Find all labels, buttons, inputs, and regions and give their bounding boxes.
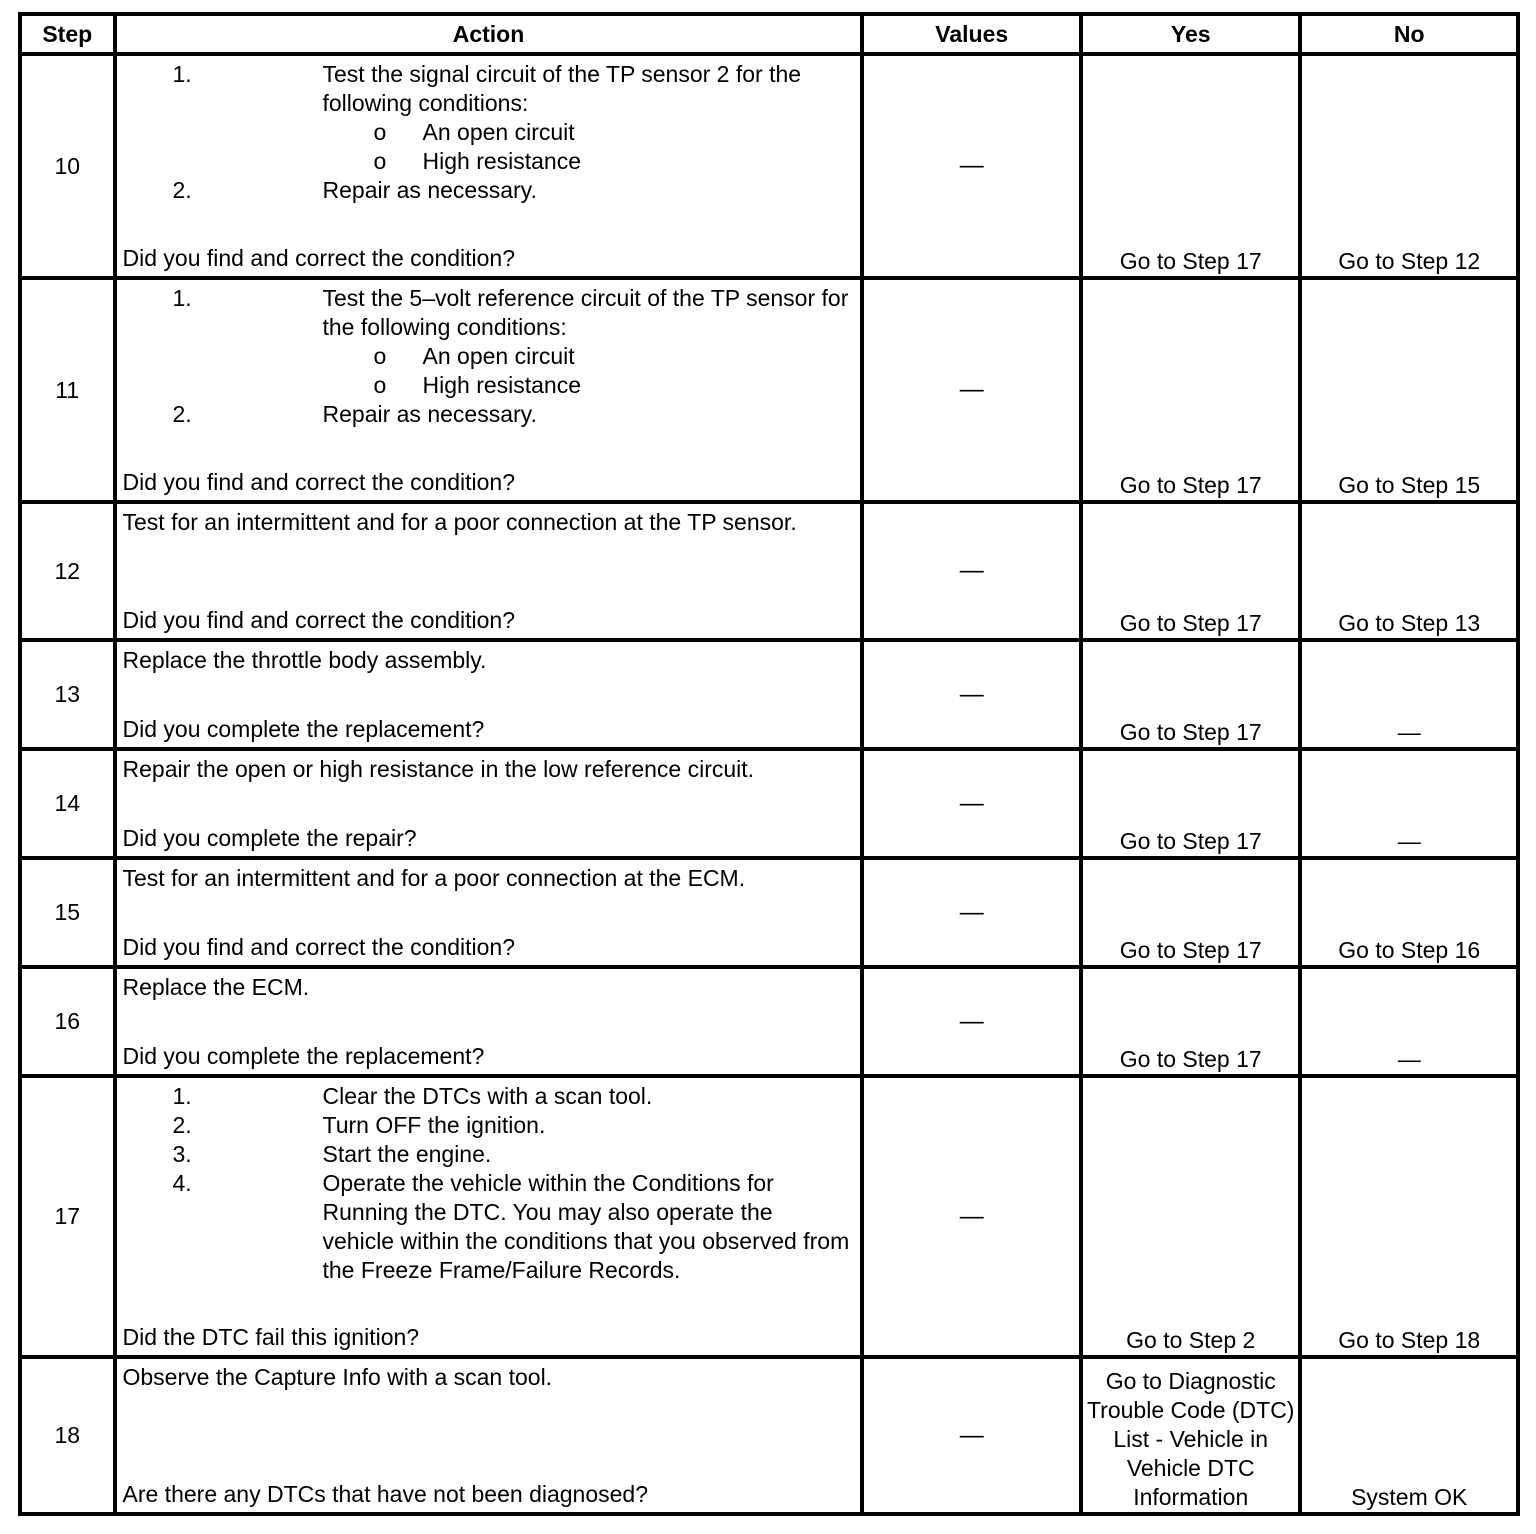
yes-cell: Go to Step 17 [1081,54,1301,278]
action-step [117,1111,851,1140]
values-cell: — [862,54,1081,278]
step-number: 17 [20,1076,115,1357]
action-question: Did you complete the repair? [122,825,417,851]
header-step: Step [20,14,115,54]
header-yes: Yes [1081,14,1301,54]
action-cell [115,502,863,640]
table-row [20,278,1518,502]
action-question: Did the DTC fail this ignition? [122,1324,420,1350]
step-number: 18 [20,1357,115,1514]
step-item-number: 2. [172,177,192,203]
action-step [117,1140,851,1169]
step-number: 10 [20,54,115,278]
action-content [117,860,861,965]
action-content [117,1359,861,1512]
action-step [117,1169,851,1285]
table-row [20,502,1518,640]
action-content [117,642,861,747]
yes-cell: Go to Step 17 [1081,967,1301,1076]
values-cell: — [862,502,1081,640]
action-instruction: Repair the open or high resistance in the low reference circuit. [122,756,755,782]
action-instruction: Test for an intermittent and for a poor connection at the TP sensor. [122,509,797,535]
yes-cell: Go to Step 2 [1081,1076,1301,1357]
action-question: Did you find and correct the condition? [122,934,516,960]
header-no: No [1300,14,1518,54]
yes-cell: Go to Step 17 [1081,278,1301,502]
values-cell: — [862,967,1081,1076]
table-body [20,54,1518,1514]
action-step [117,400,851,429]
action-step [117,1082,851,1111]
yes-cell: Go to Step 17 [1081,640,1301,749]
action-question: Did you find and correct the condition? [122,469,516,495]
yes-cell: Go to Step 17 [1081,502,1301,640]
sub-condition [323,371,851,400]
sub-condition [323,342,851,371]
action-question: Are there any DTCs that have not been diagnosed? [122,1481,649,1507]
values-cell: — [862,1076,1081,1357]
sub-conditions [323,342,851,400]
values-cell: — [862,640,1081,749]
header-values: Values [862,14,1081,54]
step-item-text: Clear the DTCs with a scan tool. [322,1083,653,1109]
action-question: Did you complete the replacement? [122,1043,485,1069]
no-cell: Go to Step 18 [1300,1076,1518,1357]
values-cell: — [862,749,1081,858]
action-instruction: Observe the Capture Info with a scan tool. [122,1364,553,1390]
step-item-text: Operate the vehicle within the Conditions for Running the DTC. You may also operate the vehicle within the conditions that you observed from the Freeze Frame/Failure Records. [322,1170,850,1283]
action-content [117,280,861,500]
no-cell: Go to Step 13 [1300,502,1518,640]
no-cell: Go to Step 16 [1300,858,1518,967]
action-content [117,969,861,1074]
step-item-number: 2. [172,1112,192,1138]
action-question: Did you find and correct the condition? [122,245,516,271]
diagnostic-table [18,12,1520,1516]
action-steps [117,1082,851,1285]
action-content [117,56,861,276]
step-number: 11 [20,278,115,502]
sub-conditions [323,118,851,176]
circle-bullet-icon: o [373,372,387,398]
action-instruction: Replace the throttle body assembly. [122,647,487,673]
table-row [20,858,1518,967]
action-cell [115,1076,863,1357]
no-cell: — [1300,749,1518,858]
action-cell [115,967,863,1076]
table-row [20,54,1518,278]
action-content [117,1078,861,1355]
table-row [20,640,1518,749]
sub-condition [323,118,851,147]
step-item-text: Repair as necessary. [322,177,537,203]
action-cell [115,278,863,502]
action-content [117,751,861,856]
header-row [20,14,1518,54]
values-cell: — [862,858,1081,967]
step-item-number: 3. [172,1141,192,1167]
no-cell: — [1300,967,1518,1076]
table-row [20,1357,1518,1514]
step-item-text: Turn OFF the ignition. [322,1112,546,1138]
action-cell [115,858,863,967]
sub-condition [323,147,851,176]
step-number: 16 [20,967,115,1076]
step-item-number: 1. [172,285,192,311]
sub-condition-text: High resistance [422,372,582,398]
action-cell [115,54,863,278]
table-row [20,749,1518,858]
no-cell: — [1300,640,1518,749]
action-content [117,504,861,638]
yes-cell: Go to Step 17 [1081,858,1301,967]
yes-cell: Go to Diagnostic Trouble Code (DTC) List - Vehicle in Vehicle DTC Information [1081,1357,1301,1514]
action-question: Did you complete the replacement? [122,716,485,742]
action-step [117,176,851,205]
values-cell: — [862,1357,1081,1514]
values-cell: — [862,278,1081,502]
step-item-text: Repair as necessary. [322,401,537,427]
action-cell [115,749,863,858]
step-number: 14 [20,749,115,858]
action-cell [115,640,863,749]
circle-bullet-icon: o [373,148,387,174]
circle-bullet-icon: o [373,119,387,145]
action-instruction: Replace the ECM. [122,974,310,1000]
step-item-text: Test the 5–volt reference circuit of the TP sensor for the following conditions: [322,285,849,340]
action-step [117,60,851,176]
action-cell [115,1357,863,1514]
step-item-number: 1. [172,1083,192,1109]
step-item-text: Start the engine. [322,1141,492,1167]
step-number: 13 [20,640,115,749]
action-steps [117,284,851,429]
step-number: 15 [20,858,115,967]
step-item-number: 1. [172,61,192,87]
table-row [20,1076,1518,1357]
step-item-number: 4. [172,1170,192,1196]
action-step [117,284,851,400]
no-cell: Go to Step 15 [1300,278,1518,502]
circle-bullet-icon: o [373,343,387,369]
step-number: 12 [20,502,115,640]
step-item-number: 2. [172,401,192,427]
action-instruction: Test for an intermittent and for a poor connection at the ECM. [122,865,746,891]
sub-condition-text: High resistance [422,148,582,174]
action-steps [117,60,851,205]
no-cell: Go to Step 12 [1300,54,1518,278]
step-item-text: Test the signal circuit of the TP sensor 2 for the following conditions: [322,61,802,116]
sub-condition-text: An open circuit [422,343,575,369]
no-cell: System OK [1300,1357,1518,1514]
yes-cell: Go to Step 17 [1081,749,1301,858]
header-action: Action [115,14,863,54]
sub-condition-text: An open circuit [422,119,575,145]
table-row [20,967,1518,1076]
action-question: Did you find and correct the condition? [122,607,516,633]
